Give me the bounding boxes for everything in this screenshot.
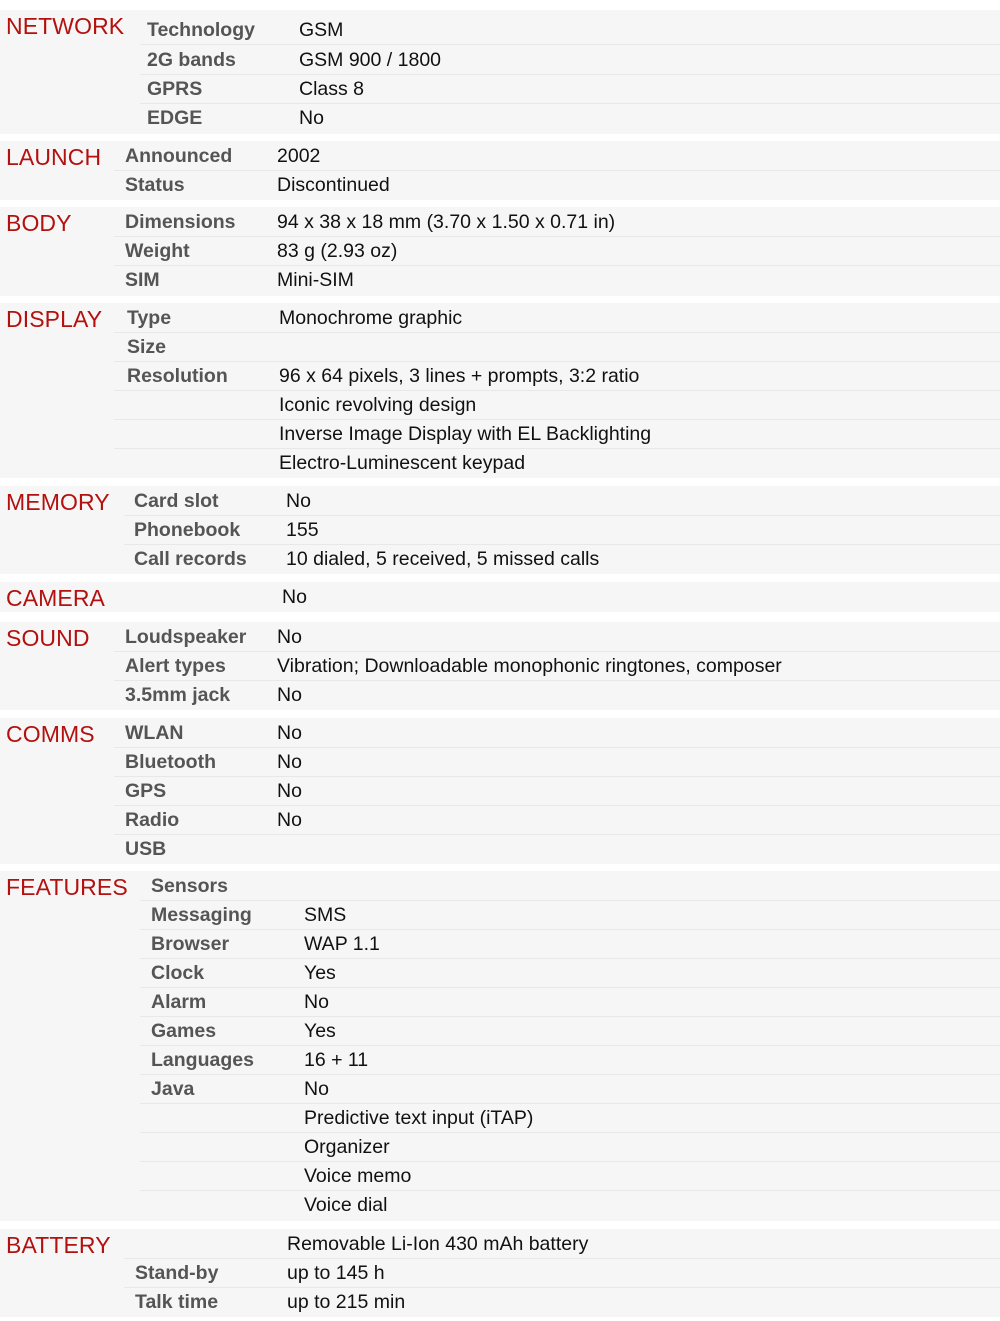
spec-title[interactable]: WLAN bbox=[125, 722, 184, 744]
spec-value: WAP 1.1 bbox=[304, 933, 380, 955]
spec-row-sim bbox=[114, 266, 1000, 295]
spec-value: Voice memo bbox=[304, 1165, 412, 1187]
spec-row-card-slot bbox=[124, 487, 1000, 516]
spec-row-announced bbox=[114, 142, 1000, 171]
spec-value: No bbox=[304, 1078, 329, 1100]
spec-value: No bbox=[277, 809, 302, 831]
spec-title[interactable]: Messaging bbox=[151, 904, 252, 926]
spec-value: 155 bbox=[286, 519, 319, 541]
spec-title[interactable]: GPRS bbox=[147, 78, 203, 100]
spec-value: Class 8 bbox=[299, 78, 365, 100]
spec-row-sensors bbox=[140, 872, 1000, 901]
spec-title[interactable]: 2G bands bbox=[147, 49, 236, 71]
spec-row-extra bbox=[114, 420, 1000, 449]
spec-title[interactable]: Alarm bbox=[151, 991, 207, 1013]
spec-row-camera bbox=[124, 583, 1000, 612]
spec-title[interactable]: Size bbox=[127, 336, 167, 358]
spec-value: Predictive text input (iTAP) bbox=[304, 1107, 534, 1129]
spec-value: Organizer bbox=[304, 1136, 390, 1158]
section-title-comms: COMMS bbox=[6, 721, 95, 747]
section-title-battery: BATTERY bbox=[6, 1232, 111, 1258]
section-title-body: BODY bbox=[6, 210, 72, 236]
spec-title[interactable]: Status bbox=[125, 174, 185, 196]
spec-row-languages bbox=[140, 1046, 1000, 1075]
spec-row-dimensions bbox=[114, 208, 1000, 237]
section-sound bbox=[0, 622, 1000, 710]
spec-row-2g-bands bbox=[140, 46, 1000, 75]
section-title-display: DISPLAY bbox=[6, 306, 103, 332]
spec-value: up to 215 min bbox=[287, 1291, 406, 1313]
spec-value: 83 g (2.93 oz) bbox=[277, 240, 398, 262]
spec-title[interactable]: GPS bbox=[125, 780, 167, 802]
spec-row-talk-time bbox=[124, 1288, 1000, 1317]
section-camera bbox=[0, 582, 1000, 612]
spec-value: up to 145 h bbox=[287, 1262, 385, 1284]
spec-value: No bbox=[277, 780, 302, 802]
section-launch bbox=[0, 141, 1000, 200]
spec-value: Yes bbox=[304, 1020, 336, 1042]
spec-row-edge bbox=[140, 104, 1000, 133]
spec-row-type bbox=[114, 304, 1000, 333]
spec-title[interactable]: Weight bbox=[125, 240, 190, 262]
spec-row-35mm-jack bbox=[114, 681, 1000, 710]
spec-row-clock bbox=[140, 959, 1000, 988]
spec-row-battery-type bbox=[124, 1230, 1000, 1259]
section-title-launch: LAUNCH bbox=[6, 144, 102, 170]
spec-row-usb bbox=[114, 835, 1000, 864]
section-title-sound: SOUND bbox=[6, 625, 90, 651]
spec-title[interactable]: Call records bbox=[134, 548, 247, 570]
spec-value: No bbox=[277, 684, 302, 706]
spec-title[interactable]: Stand-by bbox=[135, 1262, 219, 1284]
spec-row-gps bbox=[114, 777, 1000, 806]
spec-value: No bbox=[282, 586, 307, 608]
spec-row-wlan bbox=[114, 719, 1000, 748]
spec-title[interactable]: Loudspeaker bbox=[125, 626, 247, 648]
spec-row-technology bbox=[140, 16, 1000, 45]
section-title-camera: CAMERA bbox=[6, 585, 106, 611]
section-network bbox=[0, 10, 1000, 134]
spec-row-alarm bbox=[140, 988, 1000, 1017]
spec-row-phonebook bbox=[124, 516, 1000, 545]
spec-row-java bbox=[140, 1075, 1000, 1104]
spec-title[interactable]: Browser bbox=[151, 933, 230, 955]
spec-title[interactable]: Talk time bbox=[135, 1291, 219, 1313]
spec-value: No bbox=[286, 490, 311, 512]
spec-row-messaging bbox=[140, 901, 1000, 930]
spec-row-stand-by bbox=[124, 1259, 1000, 1288]
spec-value: 96 x 64 pixels, 3 lines + prompts, 3:2 ratio bbox=[279, 365, 640, 387]
spec-value: 10 dialed, 5 received, 5 missed calls bbox=[286, 548, 600, 570]
spec-row-bluetooth bbox=[114, 748, 1000, 777]
spec-row-size bbox=[114, 333, 1000, 362]
spec-row-call-records bbox=[124, 545, 1000, 574]
section-display bbox=[0, 303, 1000, 478]
spec-value: Voice dial bbox=[304, 1194, 388, 1216]
spec-title[interactable]: Resolution bbox=[127, 365, 228, 387]
spec-value: GSM 900 / 1800 bbox=[299, 49, 442, 71]
spec-row-resolution bbox=[114, 362, 1000, 391]
spec-title[interactable]: Dimensions bbox=[125, 211, 236, 233]
spec-value: Monochrome graphic bbox=[279, 307, 463, 329]
spec-value: 16 + 11 bbox=[304, 1049, 369, 1071]
spec-value: Electro-Luminescent keypad bbox=[279, 452, 526, 474]
spec-value: No bbox=[277, 751, 302, 773]
spec-title[interactable]: Games bbox=[151, 1020, 217, 1042]
spec-value: Iconic revolving design bbox=[279, 394, 477, 416]
section-memory bbox=[0, 486, 1000, 574]
spec-title[interactable]: Sensors bbox=[151, 875, 228, 897]
spec-row-extra bbox=[140, 1162, 1000, 1191]
spec-value: Yes bbox=[304, 962, 336, 984]
spec-value: Mini-SIM bbox=[277, 269, 354, 291]
spec-title[interactable]: SIM bbox=[125, 269, 160, 291]
spec-value: SMS bbox=[304, 904, 347, 926]
spec-value: GSM bbox=[299, 19, 344, 41]
section-comms bbox=[0, 718, 1000, 864]
spec-title[interactable]: 3.5mm jack bbox=[125, 684, 231, 706]
spec-title[interactable]: Technology bbox=[147, 19, 255, 41]
spec-title[interactable]: Phonebook bbox=[134, 519, 241, 541]
spec-title[interactable]: Java bbox=[151, 1078, 195, 1100]
spec-value: Inverse Image Display with EL Backlighting bbox=[279, 423, 652, 445]
spec-title[interactable]: Radio bbox=[125, 809, 180, 831]
spec-value: 94 x 38 x 18 mm (3.70 x 1.50 x 0.71 in) bbox=[277, 211, 616, 233]
section-title-network: NETWORK bbox=[6, 13, 125, 39]
spec-title[interactable]: Bluetooth bbox=[125, 751, 216, 773]
spec-row-weight bbox=[114, 237, 1000, 266]
spec-title[interactable]: EDGE bbox=[147, 107, 203, 129]
spec-title[interactable]: Type bbox=[127, 307, 172, 329]
spec-row-extra bbox=[140, 1133, 1000, 1162]
spec-row-browser bbox=[140, 930, 1000, 959]
spec-title[interactable]: Clock bbox=[151, 962, 205, 984]
spec-row-extra bbox=[114, 391, 1000, 420]
spec-row-status bbox=[114, 171, 1000, 200]
section-title-memory: MEMORY bbox=[6, 489, 110, 515]
spec-row-extra bbox=[114, 449, 1000, 478]
spec-value: 2002 bbox=[277, 145, 321, 167]
spec-value: No bbox=[299, 107, 324, 129]
spec-row-extra bbox=[140, 1104, 1000, 1133]
spec-title[interactable]: Languages bbox=[151, 1049, 254, 1071]
spec-title[interactable]: Announced bbox=[125, 145, 233, 167]
section-title-features: FEATURES bbox=[6, 874, 128, 900]
section-battery bbox=[0, 1229, 1000, 1317]
spec-value: No bbox=[277, 722, 302, 744]
spec-row-alert-types bbox=[114, 652, 1000, 681]
spec-value: No bbox=[277, 626, 302, 648]
spec-title[interactable]: Alert types bbox=[125, 655, 226, 677]
spec-value: No bbox=[304, 991, 329, 1013]
section-features bbox=[0, 871, 1000, 1221]
spec-row-games bbox=[140, 1017, 1000, 1046]
section-body bbox=[0, 207, 1000, 296]
spec-row-gprs bbox=[140, 75, 1000, 104]
spec-row-extra bbox=[140, 1191, 1000, 1220]
spec-row-loudspeaker bbox=[114, 623, 1000, 652]
spec-row-radio bbox=[114, 806, 1000, 835]
spec-value: Discontinued bbox=[277, 174, 390, 196]
spec-value: Removable Li-Ion 430 mAh battery bbox=[287, 1233, 589, 1255]
spec-value: Vibration; Downloadable monophonic ringtones, composer bbox=[277, 655, 782, 677]
spec-title[interactable]: USB bbox=[125, 838, 167, 860]
spec-title[interactable]: Card slot bbox=[134, 490, 219, 512]
